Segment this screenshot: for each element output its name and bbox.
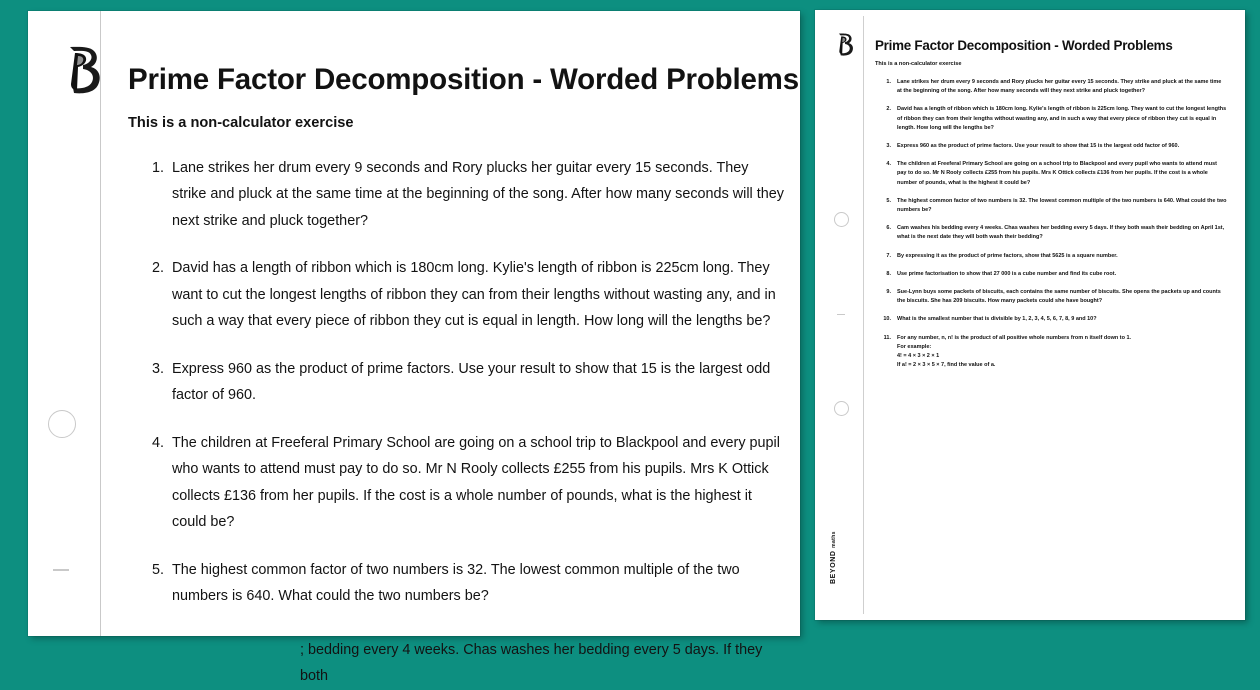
question-number: 7. [886,252,891,259]
hole-punch-mark [48,410,76,438]
thumbnail-page[interactable] [815,10,1245,620]
question-number: 5. [886,197,891,204]
thumbnail-question-item [875,252,1227,261]
footer-brand-name: BEYOND [830,550,837,584]
beyond-b-logo-icon [64,44,104,96]
question-text: Lane strikes her drum every 9 seconds and Rory plucks her guitar every 15 seconds. They strike and pluck at the same time at the beginning of the song. After how many seconds will they next strike and pluck together? [897,79,1222,95]
question-number: 4. [886,161,891,168]
thumbnail-title: Prime Factor Decomposition - Worded Problems [875,38,1173,53]
question-number: 2. [151,260,164,277]
question-text: Lane strikes her drum every 9 seconds and Rory plucks her guitar every 15 seconds. They strike and pluck at the same time at the beginning of the song. After how many seconds will they next strike and pluck together? [172,159,784,229]
page-title: Prime Factor Decomposition - Worded Problems [128,63,799,96]
thumbnail-question-item [875,105,1227,133]
question-extra-line: For example: [897,343,932,350]
question-number: 3. [886,143,891,150]
thumbnail-question-item [875,334,1227,371]
question-item [128,430,786,536]
question-number: 3. [151,360,164,377]
question-text: By expressing it as the product of prime factors, show that 5625 is a square number. [897,252,1118,259]
question-text: Use prime factorisation to show that 27 000 is a cube number and find its cube root. [897,270,1117,277]
question-text: The children at Freeferal Primary School are going on a school trip to Blackpool and every pupil who wants to attend must pay to do so. Mr N Rooly collects £255 from his pupils. Mrs K Ottick collects £136 from her pupils. If the cost is a whole number of pounds, what is the highest it could be? [172,434,780,531]
question-text: David has a length of ribbon which is 180cm long. Kylie's length of ribbon is 225cm long. They want to cut the longest lengths of ribbon they can from their lengths without wasting any, and in such a way that every piece of ribbon they cut is equal in length. How long will the lengths be? [897,106,1227,131]
question-extra-line: If a! = 2 × 3 × 5 × 7, find the value of a. [897,362,996,369]
margin-rule-line [100,11,101,636]
thumbnail-question-item [875,197,1227,215]
punch-guide-dash [53,569,69,571]
thumbnail-page-inner [823,16,1237,614]
question-number: 4. [151,434,164,451]
question-extra-line: 4! = 4 × 3 × 2 × 1 [897,353,940,360]
question-item [128,255,786,335]
question-item [128,557,786,610]
thumbnail-question-item [875,270,1227,279]
thumbnail-margin-rule [863,16,864,614]
question-text: Sue-Lynn buys some packets of biscuits, each contains the same number of biscuits. She opens the packets up and counts the biscuits. She has 209 biscuits. How many packets could she have bought? [897,289,1221,305]
cropped-question-text: ; bedding every 4 weeks. Chas washes her bedding every 5 days. If they both [300,641,763,685]
question-number: 5. [151,561,164,578]
question-text: Express 960 as the product of prime factors. Use your result to show that 15 is the largest odd factor of 960. [897,143,1180,150]
hole-punch-mark [834,212,849,227]
question-text: What is the smallest number that is divisible by 1, 2, 3, 4, 5, 6, 7, 8, 9 and 10? [897,316,1097,323]
footer-brand [830,531,837,584]
question-number: 1. [886,79,891,85]
hole-punch-mark [834,401,849,416]
footer-brand-subject: maths [831,531,837,548]
thumbnail-question-item [875,288,1227,306]
question-number: 8. [886,270,891,277]
thumbnail-subtitle: This is a non-calculator exercise [875,61,962,67]
thumbnail-question-item [875,78,1227,96]
thumbnail-question-item [875,160,1227,188]
question-text: For any number, n, n! is the product of all positive whole numbers from n itself down to 1. [897,334,1132,341]
thumbnail-question-item [875,315,1227,324]
beyond-b-logo-icon [836,32,855,57]
question-number: 11. [883,334,891,341]
question-number: 1. [151,159,164,176]
punch-guide-dash [837,314,845,315]
main-document-body [128,11,799,685]
question-number: 2. [886,106,891,113]
question-item [128,356,786,409]
question-text: Express 960 as the product of prime factors. Use your result to show that 15 is the largest odd factor of 960. [172,360,771,404]
question-text: Cam washes his bedding every 4 weeks. Chas washes her bedding every 5 days. If they both wash their bedding on April 1st, what is the next date they will both wash their bedding? [897,225,1225,241]
thumbnail-body [875,16,1227,370]
question-number: 9. [886,289,891,296]
thumbnail-question-item [875,142,1227,151]
question-text: The highest common factor of two numbers is 32. The lowest common multiple of the two numbers is 640. What could the two numbers be? [172,561,740,605]
question-list [128,155,786,690]
question-text: The children at Freeferal Primary School are going on a school trip to Blackpool and every pupil who wants to attend must pay to do so. Mr N Rooly collects £255 from his pupils. Mrs K Ottick collects £136 from her pupils. If the cost is a whole number of pounds, what is the highest it could be? [897,161,1217,186]
main-document-page[interactable] [28,11,800,685]
question-item [128,155,786,235]
question-text: The highest common factor of two numbers is 32. The lowest common multiple of the two numbers is 640. What could the two numbers be? [897,197,1227,214]
question-number: 6. [886,225,891,232]
question-text: David has a length of ribbon which is 180cm long. Kylie's length of ribbon is 225cm long. They want to cut the longest lengths of ribbon they can from their lengths without wasting any, and in such a way that every piece of ribbon they cut is equal in length. How long will the lengths be? [172,260,776,330]
thumbnail-question-list [875,78,1227,370]
question-item-cropped [128,637,786,690]
thumbnail-question-item [875,224,1227,242]
page-subtitle: This is a non-calculator exercise [128,114,354,131]
question-number: 10. [883,316,891,323]
